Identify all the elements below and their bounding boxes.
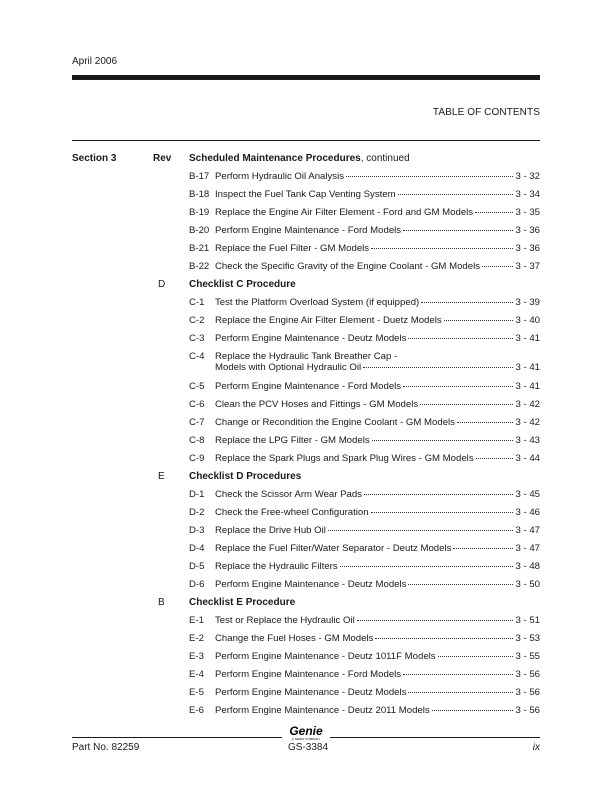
procedure-title: Check the Scissor Arm Wear Pads (215, 489, 362, 500)
procedure-title: Replace the Fuel Filter - GM Models (215, 243, 370, 254)
procedure-title: Models with Optional Hydraulic Oil (215, 362, 362, 373)
dot-leader (372, 439, 514, 441)
dot-leader (438, 655, 514, 657)
procedure-line (215, 561, 540, 572)
procedure-line (215, 435, 540, 446)
procedure-line (215, 525, 540, 536)
page-reference: 3 - 42 (515, 399, 540, 410)
page-reference: 3 - 42 (515, 417, 540, 428)
toc-entry (0, 630, 612, 648)
procedure-title: Change the Fuel Hoses - GM Models (215, 633, 374, 644)
toc-group-row (0, 276, 612, 294)
dot-leader (328, 529, 514, 531)
procedure-code: B-22 (189, 261, 210, 272)
toc-entry (0, 414, 612, 432)
procedure-code: C-1 (189, 297, 205, 308)
page-reference: 3 - 47 (515, 543, 540, 554)
procedure-code: C-5 (189, 381, 205, 392)
toc-entry (0, 450, 612, 468)
procedure-title: Replace the Spark Plugs and Spark Plug Wires - GM Models (215, 453, 474, 464)
procedure-title: Perform Engine Maintenance - Ford Models (215, 669, 402, 680)
dot-leader (364, 493, 513, 495)
toc-group-row (0, 468, 612, 486)
footer-rule-right (330, 737, 540, 738)
procedure-line (215, 207, 540, 218)
dot-leader (371, 247, 513, 249)
checklist-heading: Checklist E Procedure (189, 597, 296, 608)
page-reference: 3 - 45 (515, 489, 540, 500)
dot-leader (475, 211, 513, 213)
procedure-code: D-1 (189, 489, 205, 500)
procedure-line (215, 225, 540, 236)
toc-entry (0, 312, 612, 330)
procedure-line (215, 243, 540, 254)
toc-entries (0, 168, 612, 720)
page-reference: 3 - 36 (515, 225, 540, 236)
procedure-line (215, 362, 540, 373)
page-reference: 3 - 40 (515, 315, 540, 326)
dot-leader (398, 193, 514, 195)
toc-entry (0, 258, 612, 276)
procedure-code: C-2 (189, 315, 205, 326)
section-divider (72, 140, 540, 141)
dot-leader (420, 403, 513, 405)
header-date: April 2006 (72, 56, 118, 67)
procedure-title: Perform Engine Maintenance - Deutz Models (215, 579, 407, 590)
logo-word: Genie (289, 724, 323, 738)
page-reference: 3 - 50 (515, 579, 540, 590)
section-heading (189, 153, 410, 164)
procedure-title: Clean the PCV Hoses and Fittings - GM Models (215, 399, 419, 410)
dot-leader (453, 547, 513, 549)
procedure-title: Check the Specific Gravity of the Engine Coolant - GM Models (215, 261, 481, 272)
procedure-title: Change or Recondition the Engine Coolant - GM Models (215, 417, 455, 428)
toc-entry (0, 378, 612, 396)
procedure-code: B-18 (189, 189, 210, 200)
procedure-code: D-3 (189, 525, 205, 536)
procedure-line (215, 333, 540, 344)
procedure-line (215, 381, 540, 392)
procedure-code: C-9 (189, 453, 205, 464)
page-number: ix (532, 742, 540, 753)
procedure-title: Replace the Fuel Filter/Water Separator - Deutz Models (215, 543, 452, 554)
procedure-line (215, 669, 540, 680)
dot-leader (371, 511, 514, 513)
dot-leader (340, 565, 514, 567)
rev-letter: E (158, 471, 165, 482)
toc-title: TABLE OF CONTENTS (432, 107, 540, 118)
procedure-title-line1: Replace the Hydraulic Tank Breather Cap - (215, 351, 398, 362)
toc-entry (0, 576, 612, 594)
procedure-code: B-20 (189, 225, 210, 236)
procedure-code: E-6 (189, 705, 204, 716)
page-reference: 3 - 55 (515, 651, 540, 662)
page-reference: 3 - 46 (515, 507, 540, 518)
toc-entry (0, 684, 612, 702)
dot-leader (346, 175, 513, 177)
section-heading-title: Scheduled Maintenance Procedures (189, 153, 361, 164)
procedure-title: Replace the Engine Air Filter Element - Ford and GM Models (215, 207, 474, 218)
procedure-line (215, 687, 540, 698)
dot-leader (444, 319, 514, 321)
toc-entry (0, 666, 612, 684)
page-reference: 3 - 32 (515, 171, 540, 182)
procedure-code: E-5 (189, 687, 204, 698)
procedure-title: Perform Engine Maintenance - Deutz Models (215, 687, 407, 698)
procedure-line (215, 171, 540, 182)
procedure-code: E-3 (189, 651, 204, 662)
toc-entry (0, 348, 612, 378)
page-reference: 3 - 53 (515, 633, 540, 644)
toc-entry (0, 432, 612, 450)
procedure-title: Test or Replace the Hydraulic Oil (215, 615, 355, 626)
dot-leader (403, 229, 513, 231)
page-reference: 3 - 47 (515, 525, 540, 536)
procedure-code: E-2 (189, 633, 204, 644)
toc-entry (0, 486, 612, 504)
procedure-line (215, 261, 540, 272)
rev-letter: B (158, 597, 165, 608)
toc-entry (0, 240, 612, 258)
page-reference: 3 - 36 (515, 243, 540, 254)
dot-leader (457, 421, 513, 423)
page-reference: 3 - 56 (515, 687, 540, 698)
genie-logo (283, 724, 329, 742)
procedure-line (215, 651, 540, 662)
header-rule (72, 75, 540, 80)
procedure-line (215, 633, 540, 644)
toc-entry (0, 168, 612, 186)
procedure-title: Inspect the Fuel Tank Cap Venting System (215, 189, 396, 200)
toc-entry (0, 558, 612, 576)
procedure-line (215, 453, 540, 464)
page-reference: 3 - 37 (515, 261, 540, 272)
toc-entry (0, 540, 612, 558)
page-reference: 3 - 34 (515, 189, 540, 200)
toc-entry (0, 612, 612, 630)
toc-entry (0, 330, 612, 348)
page-reference: 3 - 35 (515, 207, 540, 218)
genie-logo-icon (283, 724, 329, 742)
procedure-code: C-7 (189, 417, 205, 428)
procedure-code: D-4 (189, 543, 205, 554)
page-reference: 3 - 43 (515, 435, 540, 446)
procedure-code: D-6 (189, 579, 205, 590)
section-heading-suffix: , continued (360, 153, 410, 164)
toc-entry (0, 222, 612, 240)
procedure-line (215, 315, 540, 326)
procedure-code: B-19 (189, 207, 210, 218)
dot-leader (403, 673, 513, 675)
procedure-title: Replace the LPG Filter - GM Models (215, 435, 370, 446)
page-reference: 3 - 51 (515, 615, 540, 626)
dot-leader (375, 637, 513, 639)
page-reference: 3 - 41 (515, 381, 540, 392)
document-number: GS-3384 (288, 742, 329, 753)
procedure-title: Perform Engine Maintenance - Ford Models (215, 381, 402, 392)
toc-entry (0, 186, 612, 204)
dot-leader (403, 385, 513, 387)
part-number: Part No. 82259 (72, 742, 140, 753)
procedure-code: E-4 (189, 669, 204, 680)
procedure-code: E-1 (189, 615, 204, 626)
page-reference: 3 - 56 (515, 669, 540, 680)
procedure-title: Test the Platform Overload System (if equipped) (215, 297, 420, 308)
procedure-code: C-3 (189, 333, 205, 344)
procedure-line (215, 489, 540, 500)
dot-leader (408, 583, 513, 585)
checklist-heading: Checklist D Procedures (189, 471, 302, 482)
logo-subtext: A TEREX COMPANY (291, 737, 321, 741)
toc-entry (0, 396, 612, 414)
procedure-code: D-5 (189, 561, 205, 572)
dot-leader (357, 619, 514, 621)
procedure-line (215, 417, 540, 428)
procedure-code: C-4 (189, 351, 205, 362)
rev-column-label: Rev (153, 153, 172, 164)
toc-entry (0, 702, 612, 720)
procedure-title: Perform Engine Maintenance - Ford Models (215, 225, 402, 236)
procedure-code: B-21 (189, 243, 210, 254)
toc-entry (0, 522, 612, 540)
toc-entry (0, 504, 612, 522)
procedure-title: Perform Engine Maintenance - Deutz 2011 Models (215, 705, 430, 716)
dot-leader (482, 265, 513, 267)
page-reference: 3 - 56 (515, 705, 540, 716)
procedure-title: Perform Hydraulic Oil Analysis (215, 171, 345, 182)
procedure-line (215, 189, 540, 200)
footer-rule-left (72, 737, 282, 738)
toc-entry (0, 294, 612, 312)
dot-leader (408, 337, 513, 339)
procedure-line (215, 615, 540, 626)
procedure-title: Replace the Engine Air Filter Element - Duetz Models (215, 315, 442, 326)
section-label: Section 3 (72, 153, 117, 164)
procedure-title: Replace the Hydraulic Filters (215, 561, 338, 572)
page-reference: 3 - 39 (515, 297, 540, 308)
procedure-line (215, 507, 540, 518)
page-reference: 3 - 41 (515, 362, 540, 373)
dot-leader (432, 709, 514, 711)
toc-entry (0, 648, 612, 666)
toc-entry (0, 204, 612, 222)
dot-leader (408, 691, 513, 693)
page-reference: 3 - 44 (515, 453, 540, 464)
procedure-code: D-2 (189, 507, 205, 518)
procedure-code: C-8 (189, 435, 205, 446)
procedure-title: Perform Engine Maintenance - Deutz Models (215, 333, 407, 344)
procedure-line (215, 297, 540, 308)
page-reference: 3 - 48 (515, 561, 540, 572)
procedure-title: Replace the Drive Hub Oil (215, 525, 326, 536)
procedure-line (215, 543, 540, 554)
dot-leader (421, 301, 513, 303)
dot-leader (363, 366, 513, 368)
procedure-line (215, 579, 540, 590)
checklist-heading: Checklist C Procedure (189, 279, 296, 290)
toc-group-row (0, 594, 612, 612)
page-reference: 3 - 41 (515, 333, 540, 344)
procedure-line (215, 705, 540, 716)
procedure-title: Perform Engine Maintenance - Deutz 1011F Models (215, 651, 436, 662)
dot-leader (476, 457, 514, 459)
procedure-code: B-17 (189, 171, 210, 182)
procedure-line (215, 399, 540, 410)
procedure-title: Check the Free-wheel Configuration (215, 507, 369, 518)
rev-letter: D (158, 279, 166, 290)
procedure-code: C-6 (189, 399, 205, 410)
